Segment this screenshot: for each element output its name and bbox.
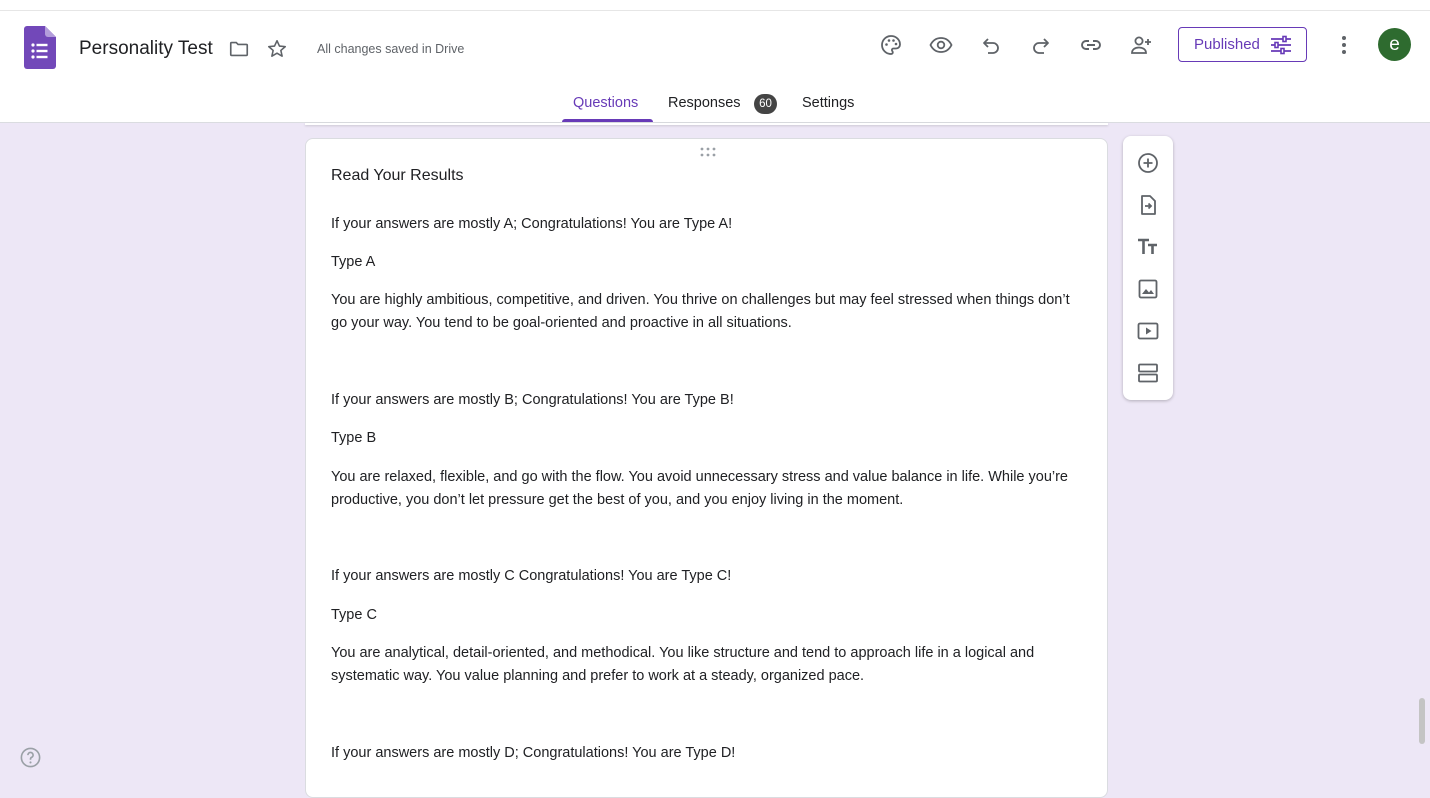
published-button[interactable] xyxy=(1178,27,1307,62)
tab-settings[interactable]: Settings xyxy=(802,95,855,111)
forms-logo-icon[interactable] xyxy=(24,26,56,69)
add-collaborator-icon[interactable] xyxy=(1128,32,1154,58)
floating-toolbar xyxy=(1123,136,1173,400)
active-tab-indicator xyxy=(562,119,653,122)
result-type-b: Type B xyxy=(331,430,377,446)
undo-icon[interactable] xyxy=(978,32,1004,58)
avatar[interactable]: e xyxy=(1378,28,1411,61)
previous-card-edge xyxy=(305,123,1108,125)
result-desc-b: You are relaxed, flexible, and go with the flow. You avoid unnecessary stress and value balance in life. While you’re productive, you don’t let pressure get the best of you, and you enjoy living in the moment. xyxy=(331,469,1069,508)
result-type-a: Type A xyxy=(331,254,376,270)
preview-eye-icon[interactable] xyxy=(928,32,954,58)
section-title[interactable]: Read Your Results xyxy=(331,167,464,184)
add-video-icon[interactable] xyxy=(1136,319,1160,343)
palette-icon[interactable] xyxy=(878,32,904,58)
link-icon[interactable] xyxy=(1078,32,1104,58)
drag-handle-icon[interactable] xyxy=(699,147,717,157)
results-section-card[interactable] xyxy=(305,138,1108,798)
tab-questions[interactable]: Questions xyxy=(573,95,639,111)
add-section-icon[interactable] xyxy=(1136,361,1160,385)
app-header xyxy=(0,11,1430,123)
save-status: All changes saved in Drive xyxy=(317,42,465,56)
more-vert-icon[interactable] xyxy=(1333,32,1355,58)
help-icon[interactable] xyxy=(19,746,42,769)
import-questions-icon[interactable] xyxy=(1136,193,1160,217)
add-title-text-icon[interactable] xyxy=(1136,235,1160,259)
top-strip xyxy=(0,0,1430,11)
tab-responses[interactable]: Responses xyxy=(668,95,741,111)
result-desc-c: You are analytical, detail-oriented, and methodical. You like structure and tend to approach life in a logical and systematic way. You value planning and prefer to work at a steady, organized pace. xyxy=(331,645,1035,684)
published-label: Published xyxy=(1194,36,1260,53)
star-icon[interactable] xyxy=(266,38,288,60)
scrollbar-thumb[interactable] xyxy=(1419,698,1425,744)
document-title[interactable]: Personality Test xyxy=(79,38,213,59)
result-intro-a: If your answers are mostly A; Congratulations! You are Type A! xyxy=(331,216,733,232)
result-intro-d: If your answers are mostly D; Congratulations! You are Type D! xyxy=(331,745,736,761)
redo-icon[interactable] xyxy=(1028,32,1054,58)
add-image-icon[interactable] xyxy=(1136,277,1160,301)
add-question-icon[interactable] xyxy=(1136,151,1160,175)
result-desc-a: You are highly ambitious, competitive, and driven. You thrive on challenges but may feel stressed when things don’t go your way. You tend to be goal-oriented and proactive in all situations. xyxy=(331,292,1070,331)
result-intro-c: If your answers are mostly C Congratulations! You are Type C! xyxy=(331,568,732,584)
responses-count-badge: 60 xyxy=(754,94,777,114)
result-type-c: Type C xyxy=(331,607,377,623)
publish-settings-icon xyxy=(1270,35,1292,55)
folder-icon[interactable] xyxy=(228,38,250,60)
result-intro-b: If your answers are mostly B; Congratulations! You are Type B! xyxy=(331,392,734,408)
